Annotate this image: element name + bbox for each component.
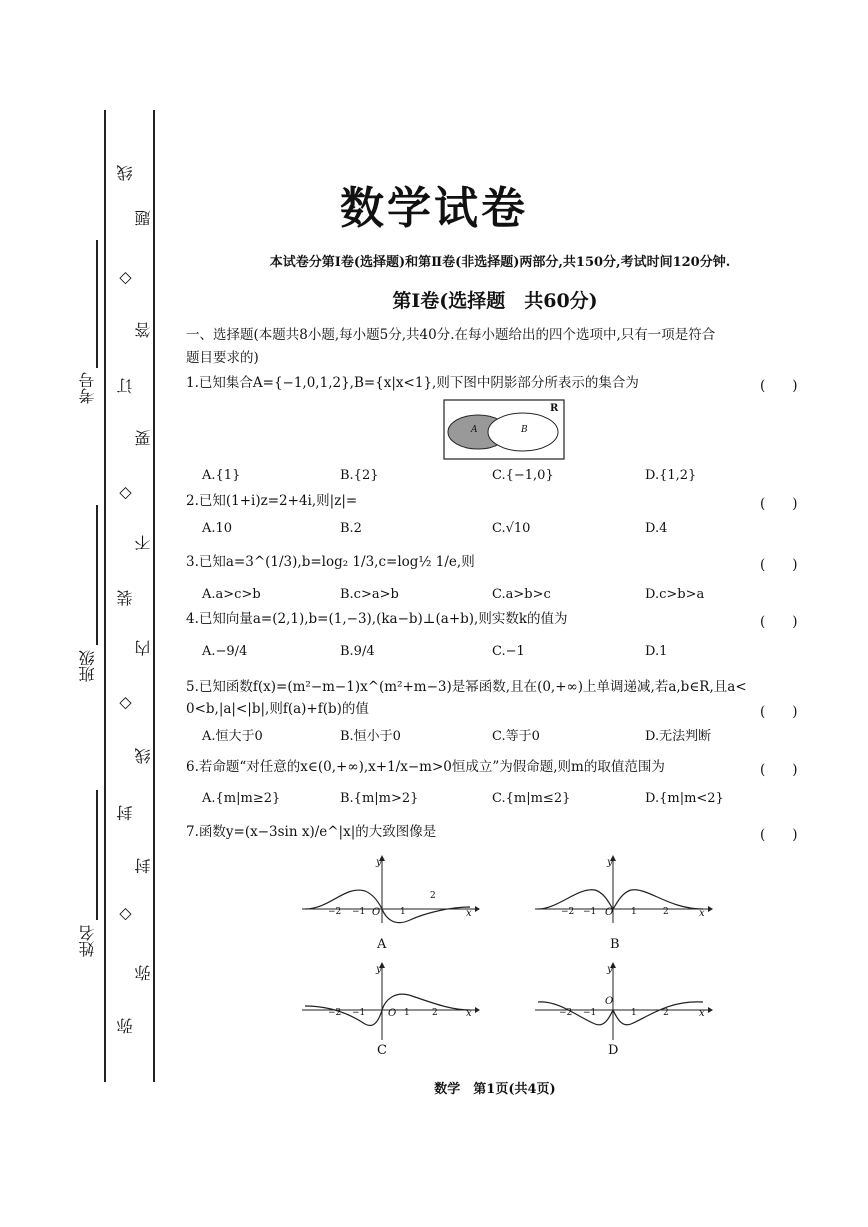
option[interactable]: C.a>b>c [492,587,551,602]
option[interactable]: B.恒小于0 [340,729,401,744]
margin-char: 订 [116,378,135,394]
graph-tick: −1 [583,1008,597,1018]
margin-char: 装 [116,590,135,606]
graph-origin-label: O [605,907,614,918]
venn-set-a-label: A [471,425,478,435]
option[interactable]: B.{2} [340,468,379,483]
graph-tick: 1 [631,1008,637,1018]
answer-paren[interactable]: ( ) [760,557,798,573]
field-label-name: 姓名 [78,925,97,957]
graph-tick: −1 [583,907,597,917]
question-6-stem: 6.若命题“对任意的x∈(0,+∞),x+1/x−m>0恒成立”为假命题,则m的取值范围为 [186,759,665,775]
venn-universe-label: R [550,403,559,414]
margin-char: 不 [134,535,153,551]
graph-b[interactable] [533,855,713,929]
graph-y-label: y [607,857,613,868]
graph-caption: B [610,937,620,952]
graph-tick: 2 [430,891,436,901]
margin-char: 内 [134,640,153,656]
page-footer: 数学 第1页(共4页) [434,1082,556,1097]
margin-char: 答 [134,322,153,338]
graph-tick: 2 [663,907,669,917]
option[interactable]: A.10 [202,521,233,536]
graph-caption: A [377,937,387,952]
option[interactable]: D.{1,2} [645,468,697,483]
margin-line-outer [104,110,106,1082]
option[interactable]: C.{−1,0} [492,468,554,483]
margin-char: ◇ [116,485,135,504]
page-title: 数学试卷 [340,183,528,234]
graph-tick: 1 [631,907,637,917]
question-3-stem: 3.已知a=3^(1/3),b=log₂ 1/3,c=log½ 1/e,则 [186,554,475,570]
question-2-stem: 2.已知(1+i)z=2+4i,则|z|= [186,493,358,509]
graph-tick: −2 [561,907,575,917]
field-line-name[interactable] [96,790,98,920]
graph-x-label: x [699,908,705,919]
option[interactable]: A.−9/4 [202,644,248,659]
venn-set-b-label: B [521,425,528,435]
graph-tick: −2 [328,1008,342,1018]
margin-char: 封 [134,858,153,874]
margin-char: ◇ [116,270,135,289]
option[interactable]: A.a>c>b [202,587,261,602]
question-4-stem: 4.已知向量a=(2,1),b=(1,−3),(ka−b)⊥(a+b),则实数k的值为 [186,611,568,627]
option[interactable]: C.√10 [492,521,531,536]
option[interactable]: C.−1 [492,644,525,659]
option[interactable]: B.c>a>b [340,587,399,602]
graph-origin-label: O [388,1008,397,1019]
margin-char: 弥 [134,965,153,981]
margin-char: 题 [134,210,153,226]
answer-paren[interactable]: ( ) [760,704,798,720]
option[interactable]: D.无法判断 [645,729,712,744]
part-intro-line-1: 一、选择题(本题共8小题,每小题5分,共40分.在每小题给出的四个选项中,只有一项是符合 [186,327,716,343]
option[interactable]: D.c>b>a [645,587,705,602]
graph-tick: −2 [328,907,342,917]
option[interactable]: A.{1} [202,468,241,483]
graph-d[interactable] [533,962,713,1046]
question-1-stem: 1.已知集合A={−1,0,1,2},B={x|x<1},则下图中阴影部分所表示的集合为 [186,375,639,391]
graph-x-label: x [466,1008,472,1019]
option[interactable]: B.2 [340,521,362,536]
margin-char: ◇ [116,906,135,925]
margin-char: 线 [134,748,153,764]
margin-char: ◇ [116,695,135,714]
margin-char: 线 [116,165,135,181]
graph-a[interactable] [300,855,480,929]
field-line-class[interactable] [96,505,98,645]
answer-paren[interactable]: ( ) [760,378,798,394]
answer-paren[interactable]: ( ) [760,762,798,778]
graph-tick: 1 [404,1008,410,1018]
graph-tick: 2 [432,1008,438,1018]
option[interactable]: C.{m|m≤2} [492,791,571,806]
graph-y-label: y [376,964,382,975]
graph-tick: −1 [352,907,366,917]
margin-line-inner [153,110,155,1082]
option[interactable]: B.{m|m>2} [340,791,419,806]
question-5-stem-line-1: 5.已知函数f(x)=(m²−m−1)x^(m²+m−3)是幂函数,且在(0,+∞)上单调递减,若a,b∈R,且a< [186,679,747,695]
answer-paren[interactable]: ( ) [760,827,798,843]
graph-caption: C [377,1043,387,1058]
graph-c[interactable] [300,962,480,1046]
option[interactable]: D.1 [645,644,668,659]
field-label-exam-number: 考号 [78,372,97,404]
question-5-stem-line-2: 0<b,|a|<|b|,则f(a)+f(b)的值 [186,701,369,717]
margin-char: 要 [134,430,153,446]
part-intro-line-2: 题目要求的) [186,350,259,366]
graph-y-label: y [607,964,613,975]
graph-tick: 1 [400,907,406,917]
option[interactable]: C.等于0 [492,729,540,744]
graph-tick: 2 [663,1008,669,1018]
graph-tick: −2 [559,1008,573,1018]
field-label-class: 班级 [78,650,97,682]
graph-y-label: y [376,857,382,868]
exam-note: 本试卷分第Ⅰ卷(选择题)和第Ⅱ卷(非选择题)两部分,共150分,考试时间120分钟. [269,255,731,270]
graph-tick: −1 [352,1008,366,1018]
section-title: 第Ⅰ卷(选择题 共60分) [392,290,598,312]
option[interactable]: A.{m|m≥2} [202,791,281,806]
graph-caption: D [608,1043,619,1058]
graph-x-label: x [699,1008,705,1019]
margin-char: 弥 [116,1018,135,1034]
option[interactable]: D.{m|m<2} [645,791,724,806]
option[interactable]: A.恒大于0 [202,729,263,744]
graph-origin-label: O [372,907,381,918]
question-7-stem: 7.函数y=(x−3sin x)/e^|x|的大致图像是 [186,824,437,840]
margin-char: 封 [116,805,135,821]
option[interactable]: B.9/4 [340,644,375,659]
option[interactable]: D.4 [645,521,668,536]
graph-origin-label: O [605,996,614,1007]
venn-diagram [443,399,565,461]
graph-x-label: x [466,908,472,919]
answer-paren[interactable]: ( ) [760,614,798,630]
answer-paren[interactable]: ( ) [760,496,798,512]
